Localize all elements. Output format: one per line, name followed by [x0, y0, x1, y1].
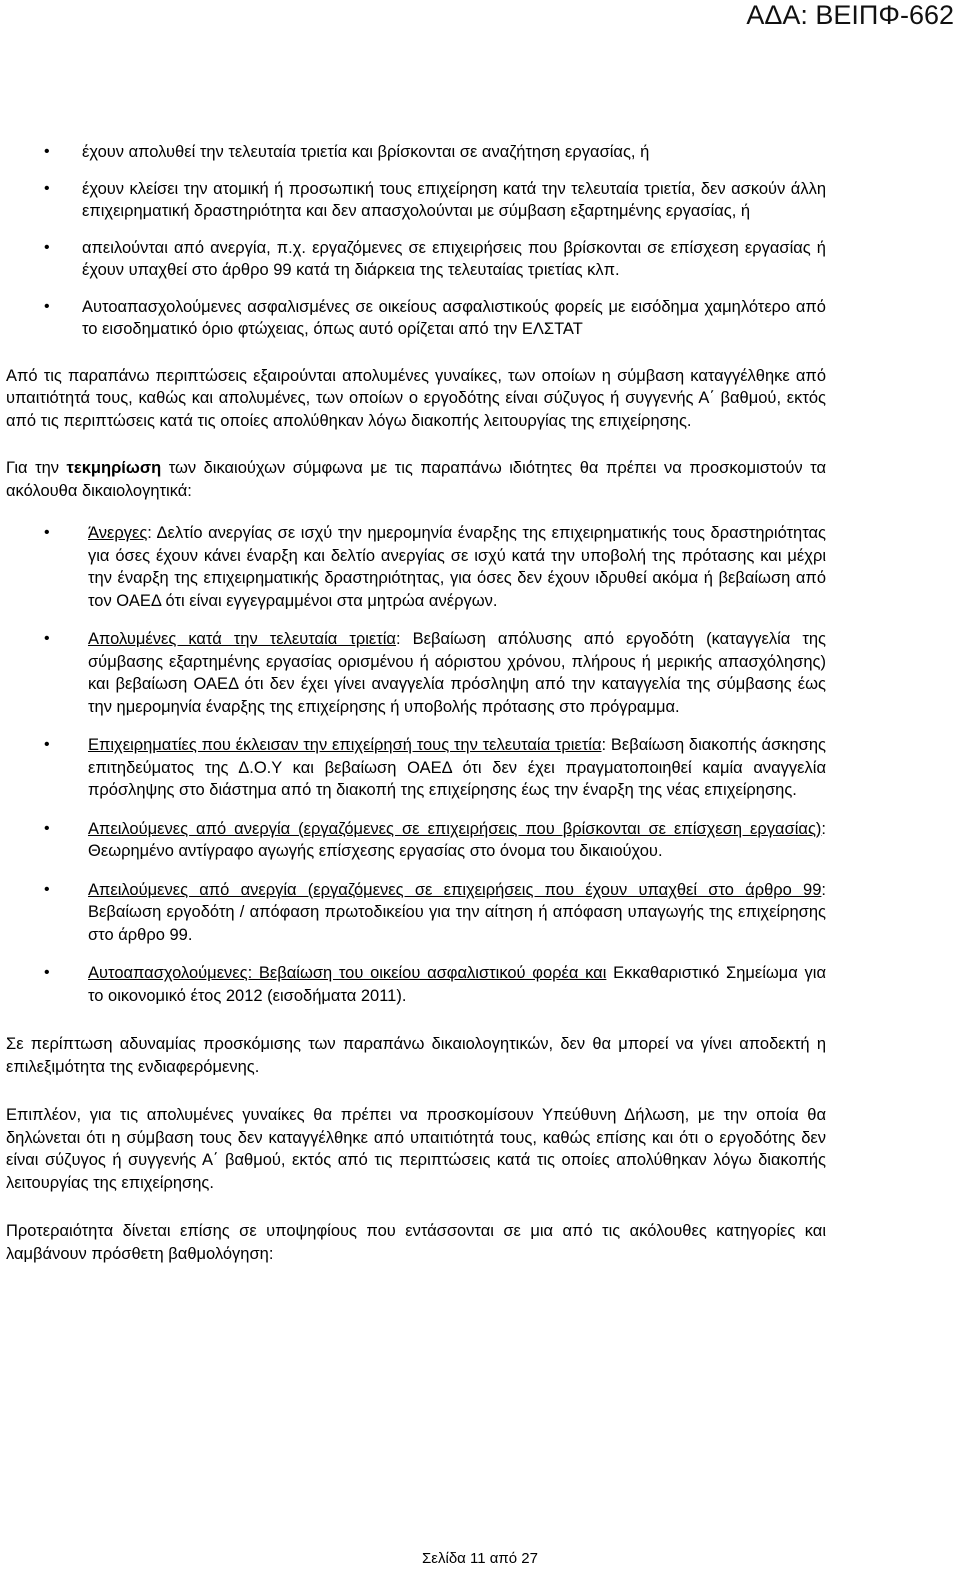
documents-list	[6, 522, 826, 1007]
item-text: : Βεβαίωση διακοπής άσκησης επιτηδεύματος της Δ.Ο.Υ και βεβαίωση ΟΑΕΔ ότι δεν έχει πραγματοποιηθεί καμία αναγγελία πρόσληψης στο διάστημα από τη διακοπή της επιχείρησης έως την έναρξη της νέας επιχείρησης.	[88, 736, 826, 799]
item-text: : Δελτίο ανεργίας σε ισχύ την ημερομηνία έναρξης της επιχειρηματικής τους δραστηριότητας για όσες έχουν κάνει έναρξη και δελτίο ανεργίας σε ισχύ κατά την υποβολή της πρότασης και μέχρι την έναρξη της επιχειρηματικής δραστηριότητας, για όσες δεν έχουν ιδρυθεί ακόμα ή βεβαίωση από τον ΟΑΕΔ ότι είναι εγγεγραμμένοι στα μητρώα ανέργων.	[88, 524, 826, 610]
list-item	[6, 879, 826, 947]
item-title: Απολυμένες κατά την τελευταία τριετία	[88, 630, 396, 648]
ada-header: ΑΔΑ: ΒΕΙΠΦ-662	[746, 0, 954, 30]
additional-paragraph: Επιπλέον, για τις απολυμένες γυναίκες θα πρέπει να προσκομίσουν Υπεύθυνη Δήλωση, με την οποία θα δηλώνεται ότι η σύμβαση τους δεν καταγγέλθηκε από υπαιτιότητά τους, καθώς επίσης και ότι ο εργοδότης δεν είναι σύζυγος ή συγγενής Α΄ βαθμού, εκτός από τις περιπτώσεις κατά τις οποίες απολύθηκαν λόγω διακοπής λειτουργίας της επιχείρησης.	[6, 1106, 826, 1192]
list-item: • έχουν απολυθεί την τελευταία τριετία και βρίσκονται σε αναζήτηση εργασίας, ή	[6, 141, 826, 164]
document-body	[6, 141, 826, 1265]
inability-paragraph: Σε περίπτωση αδυναμίας προσκόμισης των παραπάνω δικαιολογητικών, δεν θα μπορεί να γίνει αποδεκτή η επιλεξιμότητα της ενδιαφερόμενης.	[6, 1035, 826, 1076]
list-item: • Αυτοαπασχολούμενες ασφαλισμένες σε οικείους ασφαλιστικούς φορείς με εισόδημα χαμηλότερο από το εισοδηματικό όριο φτώχειας, όπως αυτό ορίζεται από την ΕΛΣΤΑΤ	[6, 296, 826, 341]
item-title: Επιχειρηματίες που έκλεισαν την επιχείρησή τους την τελευταία τριετία	[88, 736, 602, 754]
documentation-post: των δικαιούχων σύμφωνα με τις παραπάνω ιδιότητες θα πρέπει να προσκομιστούν τα ακόλουθα δικαιολογητικά:	[6, 459, 827, 500]
item-title: Αυτοαπασχολούμενες: Βεβαίωση του οικείου ασφαλιστικού φορέα και	[88, 964, 607, 982]
documentation-bold: τεκμηρίωση	[66, 459, 162, 477]
page-number: Σελίδα 11 από 27	[422, 1550, 538, 1567]
list-item	[6, 818, 826, 863]
item-text: : Βεβαίωση απόλυσης από εργοδότη (καταγγελία της σύμβασης εξαρτημένης εργασίας ορισμένου ή αόριστου χρόνου, πλήρους ή μερικής απασχόλησης) και βεβαίωση ΟΑΕΔ ότι δεν έχει γίνει αναγγελία πρόσληψη από την καταγγελία της σύμβασης έως την ημερομηνία έναρξης της επιχείρησης ή υποβολής πρότασης στο πρόγραμμα.	[88, 630, 826, 716]
documentation-pre: Για την	[6, 459, 67, 477]
item-title: Απειλούμενες από ανεργία (εργαζόμενες σε επιχειρήσεις που έχουν υπαχθεί στο άρθρο 99	[88, 880, 822, 899]
list-item	[6, 522, 826, 612]
exceptions-paragraph: Από τις παραπάνω περιπτώσεις εξαιρούνται απολυμένες γυναίκες, των οποίων η σύμβαση καταγγέλθηκε από υπαιτιότητά τους, καθώς και απολυμένες, των οποίων ο εργοδότης είναι σύζυγος ή συγγενής Α΄ βαθμού, εκτός από τις περιπτώσεις κατά τις οποίες απολύθηκαν λόγω διακοπής λειτουργίας της επιχείρησης.	[6, 366, 826, 430]
list-item	[6, 734, 826, 802]
item-text: : Θεωρημένο αντίγραφο αγωγής επίσχεσης εργασίας στο όνομα του δικαιούχου.	[88, 819, 826, 860]
list-item	[6, 628, 826, 718]
item-text: : Βεβαίωση εργοδότη / απόφαση πρωτοδικείου για την αίτηση ή απόφαση υπαγωγής της επιχείρησης στο άρθρο 99.	[88, 880, 826, 944]
documentation-paragraph	[6, 457, 826, 502]
list-item	[6, 962, 826, 1007]
priority-paragraph: Προτεραιότητα δίνεται επίσης σε υποψηφίους που εντάσσονται σε μια από τις ακόλουθες κατηγορίες και λαμβάνουν πρόσθετη βαθμολόγηση:	[6, 1222, 826, 1263]
eligibility-list	[6, 141, 826, 341]
item-title: Άνεργες	[88, 524, 148, 542]
list-item: • απειλούνται από ανεργία, π.χ. εργαζόμενες σε επιχειρήσεις που βρίσκονται σε επίσχεση εργασίας ή έχουν υπαχθεί στο άρθρο 99 κατά τη διάρκεια της τελευταίας τριετίας κλπ.	[6, 237, 826, 282]
item-text: Εκκαθαριστικό Σημείωμα για το οικονομικό έτος 2012 (εισοδήματα 2011).	[88, 964, 826, 1005]
item-title: Απειλούμενες από ανεργία (εργαζόμενες σε επιχειρήσεις που βρίσκονται σε επίσχεση εργασίας)	[88, 819, 822, 838]
list-item: • έχουν κλείσει την ατομική ή προσωπική τους επιχείρηση κατά την τελευταία τριετία, δεν ασκούν άλλη επιχειρηματική δραστηριότητα και δεν απασχολούνται με σύμβαση εξαρτημένης εργασίας, ή	[6, 178, 826, 223]
